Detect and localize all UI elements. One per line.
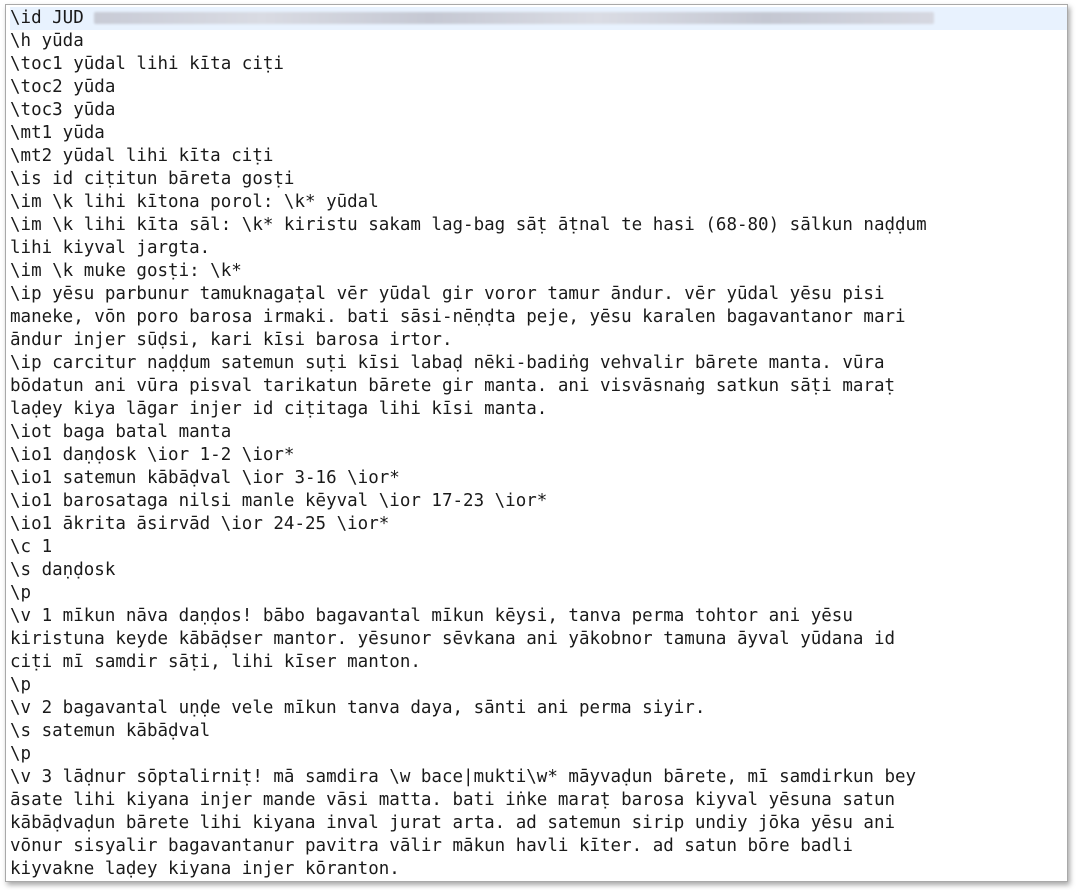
text-line[interactable]: \v 1 mīkun nāva daṇḍos! bābo bagavantal mīkun kēysi, tanva perma tohtor ani yēsu (10, 606, 853, 626)
text-editor[interactable] (5, 4, 1068, 882)
text-line[interactable]: \im \k lihi kītona porol: \k* yūdal (10, 192, 379, 212)
text-line[interactable]: \io1 barosataga nilsi manle kēyval \ior 17-23 \ior* (10, 491, 548, 511)
text-line[interactable]: \is id ciṭitun bāreta gosṭi (10, 169, 295, 189)
text-line[interactable]: \iot baga batal manta (10, 422, 232, 442)
redacted-text (94, 12, 934, 24)
text-line[interactable]: \im \k muke gosṭi: \k* (10, 261, 242, 281)
text-line[interactable]: maneke, vōn poro barosa irmaki. bati sāsi-nēṇḍta peje, yēsu karalen bagavantanor mari (10, 307, 906, 327)
text-line[interactable]: kābāḍvaḍun bārete lihi kiyana inval jurat arta. ad satemun sirip undiy jōka yēsu ani (10, 813, 896, 833)
text-line[interactable]: \v 3 lāḍnur sōptalirniṭ! mā samdira \w bace|mukti\w* māyvaḍun bārete, mī samdirkun bey (10, 767, 917, 787)
text-line[interactable]: ciṭi mī samdir sāṭi, lihi kīser manton. (10, 652, 421, 672)
text-line[interactable]: āndur injer sūḍsi, kari kīsi barosa irtor. (10, 330, 453, 350)
text-line[interactable]: āsate lihi kiyana injer mande vāsi matta. bati iṅke maraṭ barosa kiyval yēsuna satun (10, 790, 896, 810)
text-line[interactable]: \toc1 yūdal lihi kīta ciṭi (10, 54, 284, 74)
text-line[interactable]: \ip yēsu parbunur tamuknagaṭal vēr yūdal gir voror tamur āndur. vēr yūdal yēsu pisi (10, 284, 885, 304)
text-line[interactable]: \h yūda (10, 31, 84, 51)
text-line[interactable]: laḍey kiya lāgar injer id ciṭitaga lihi kīsi manta. (10, 399, 548, 419)
text-line[interactable]: \s satemun kābāḍval (10, 721, 211, 741)
text-line[interactable]: \mt2 yūdal lihi kīta ciṭi (10, 146, 274, 166)
text-line[interactable]: \c 1 (10, 537, 53, 557)
text-line[interactable]: \mt1 yūda (10, 123, 105, 143)
text-line[interactable]: \io1 ākrita āsirvād \ior 24-25 \ior* (10, 514, 390, 534)
editor-content[interactable] (6, 5, 1067, 881)
current-line[interactable] (10, 7, 1067, 30)
text-line[interactable]: \io1 satemun kābāḍval \ior 3-16 \ior* (10, 468, 400, 488)
id-marker: \id JUD (10, 8, 95, 28)
text-line[interactable]: vōnur sisyalir bagavantanur pavitra vālir mākun havli kīter. ad satun bōre badli (10, 836, 853, 856)
text-line[interactable]: \im \k lihi kīta sāl: \k* kiristu sakam lag-bag sāṭ āṭnal te hasi (68-80) sālkun naḍḍum (10, 215, 927, 235)
text-line[interactable]: \v 2 bagavantal uṇḍe vele mīkun tanva daya, sānti ani perma siyir. (10, 698, 706, 718)
text-line[interactable]: \toc2 yūda (10, 77, 116, 97)
text-line[interactable]: kiristuna keyde kābāḍser mantor. yēsunor sēvkana ani yākobnor tamuna āyval yūdana id (10, 629, 896, 649)
text-line[interactable]: bōdatun ani vūra pisval tarikatun bārete gir manta. ani visvāsnaṅg satkun sāṭi maraṭ (10, 376, 896, 396)
text-line[interactable]: lihi kiyval jargta. (10, 238, 211, 258)
text-line[interactable]: \p (10, 744, 32, 764)
text-line[interactable]: \p (10, 583, 32, 603)
text-line[interactable]: \ip carcitur naḍḍum satemun suṭi kīsi labaḍ nēki-badiṅg vehvalir bārete manta. vūra (10, 353, 885, 373)
text-line[interactable]: \io1 daṇḍosk \ior 1-2 \ior* (10, 445, 295, 465)
text-line[interactable]: \p (10, 675, 32, 695)
text-lines (10, 30, 1067, 881)
text-line[interactable]: \toc3 yūda (10, 100, 116, 120)
text-line[interactable]: \s daṇḍosk (10, 560, 116, 580)
text-line[interactable]: kiyvakne laḍey kiyana injer kōranton. (10, 859, 400, 879)
